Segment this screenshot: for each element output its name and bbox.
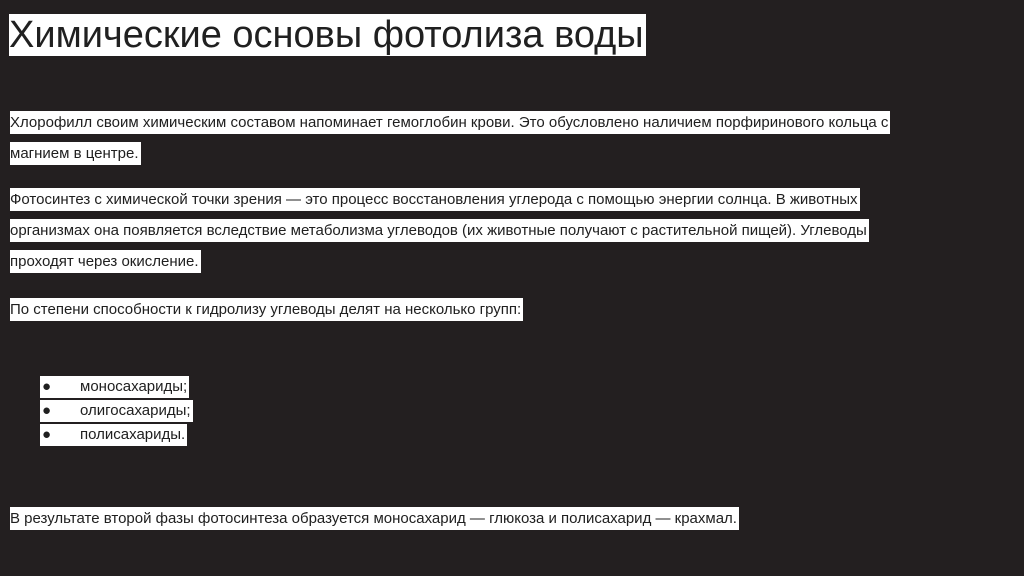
bullet-icon: ● (42, 426, 52, 443)
list-item (40, 423, 193, 447)
paragraph-text: В результате второй фазы фотосинтеза образуется моносахарид — глюкоза и полисахарид — крахмал. (10, 507, 739, 530)
paragraph-conclusion (10, 503, 910, 534)
list-item-highlight (40, 376, 189, 398)
carbohydrate-groups-list (40, 375, 193, 447)
paragraph-text: По степени способности к гидролизу углеводы делят на несколько групп: (10, 298, 523, 321)
list-item (40, 375, 193, 399)
list-item-highlight (40, 424, 187, 446)
list-item-label: моносахариды; (80, 378, 188, 395)
bullet-icon: ● (42, 378, 52, 395)
paragraph-text: Фотосинтез с химической точки зрения — это процесс восстановления углерода с помощью энергии солнца. В животных организмах она появляется вследствие метаболизма углеводов (их животные получают с растительной пищей). Углеводы проходят через окисление. (10, 188, 869, 273)
list-item-label: полисахариды. (80, 426, 186, 443)
slide-title-text: Химические основы фотолиза воды (9, 14, 644, 56)
bullet-icon: ● (42, 402, 52, 419)
slide-title (9, 10, 646, 61)
list-item-highlight (40, 400, 193, 422)
list-item (40, 399, 193, 423)
paragraph-text: Хлорофилл своим химическим составом напоминает гемоглобин крови. Это обусловлено наличием порфиринового кольца с магнием в центре. (10, 111, 890, 165)
list-item-label: олигосахариды; (80, 402, 191, 419)
paragraph-hydrolysis-groups (10, 294, 710, 325)
paragraph-chlorophyll (10, 107, 940, 169)
paragraph-photosynthesis (10, 184, 925, 277)
